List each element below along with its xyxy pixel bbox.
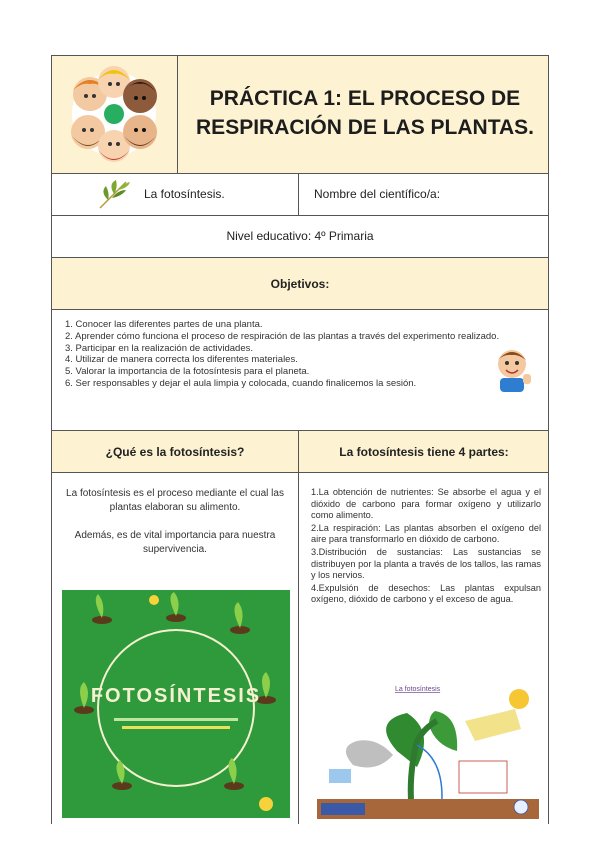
list-item: 6. Ser responsables y dejar el aula limpia y colocada, cuando finalicemos la sesión. (65, 377, 417, 389)
page-title (192, 84, 538, 142)
diagram-title: La fotosíntesis (395, 686, 441, 693)
column-divider (298, 174, 299, 215)
definition-text: La fotosíntesis es el proceso mediante el cual las plantas elaboran su alimento. (66, 488, 284, 513)
scientist-name-label: Nombre del científico/a: (314, 187, 441, 201)
photosynthesis-poster (62, 590, 290, 818)
list-item: 1. Conocer las diferentes partes de una planta. (65, 319, 263, 330)
topic-label: La fotosíntesis. (144, 187, 225, 201)
title-line-1: PRÁCTICA 1: EL PROCESO DE (209, 87, 521, 110)
importance-text: Además, es de vital importancia para nuestra supervivencia. (74, 530, 276, 555)
right-column (299, 473, 549, 824)
list-item: 5. Valorar la importancia de la fotosíntesis para el planeta. (65, 366, 310, 378)
worksheet (51, 55, 549, 824)
content-section (52, 473, 548, 824)
left-section-title: ¿Qué es la fotosíntesis? (105, 445, 245, 459)
list-item: 3.Distribución de sustancias: Las sustancias se distribuyen por la planta a través de los tallos, las ramas y los nervios. (311, 546, 541, 581)
list-item: 1.La obtención de nutrientes: Se absorbe el agua y el dióxido de carbono para formar oxígeno y utilizarlo como alimento. (311, 487, 541, 521)
info-row (52, 174, 548, 216)
poster-title: FOTOSÍNTESIS (90, 685, 262, 707)
list-item: 3. Participar en la realización de actividades. (65, 342, 253, 354)
objectives-section (52, 310, 548, 431)
right-section-title: La fotosíntesis tiene 4 partes: (339, 445, 509, 459)
list-item: 4. Utilizar de manera correcta los diferentes materiales. (65, 354, 298, 366)
list-item: 2. Aprender cómo funciona el proceso de respiración de las plantas a través del experimento realizado. (65, 330, 500, 342)
leaf-icon (96, 178, 132, 210)
parts-list (311, 487, 541, 606)
list-item: 2.La respiración: Las plantas absorben el oxígeno del aire para transformarlo en dióxido de carbono. (311, 522, 541, 545)
header (52, 56, 548, 174)
level-label: Nivel educativo: 4º Primaria (226, 229, 374, 243)
level-row (52, 216, 548, 258)
photosynthesis-diagram (317, 681, 539, 819)
children-circle-illustration (52, 56, 178, 173)
list-item: 4.Expulsión de desechos: Las plantas expulsan oxígeno, dióxido de carbono y el exceso de agua. (311, 582, 541, 605)
objectives-header (52, 258, 548, 310)
left-column (52, 473, 298, 824)
thumbs-up-boy-illustration (490, 346, 534, 394)
objectives-list (52, 310, 548, 390)
objectives-title: Objetivos: (270, 277, 330, 291)
title-line-2: RESPIRACIÓN DE LAS PLANTAS. (196, 116, 534, 139)
section-headers (52, 431, 548, 473)
